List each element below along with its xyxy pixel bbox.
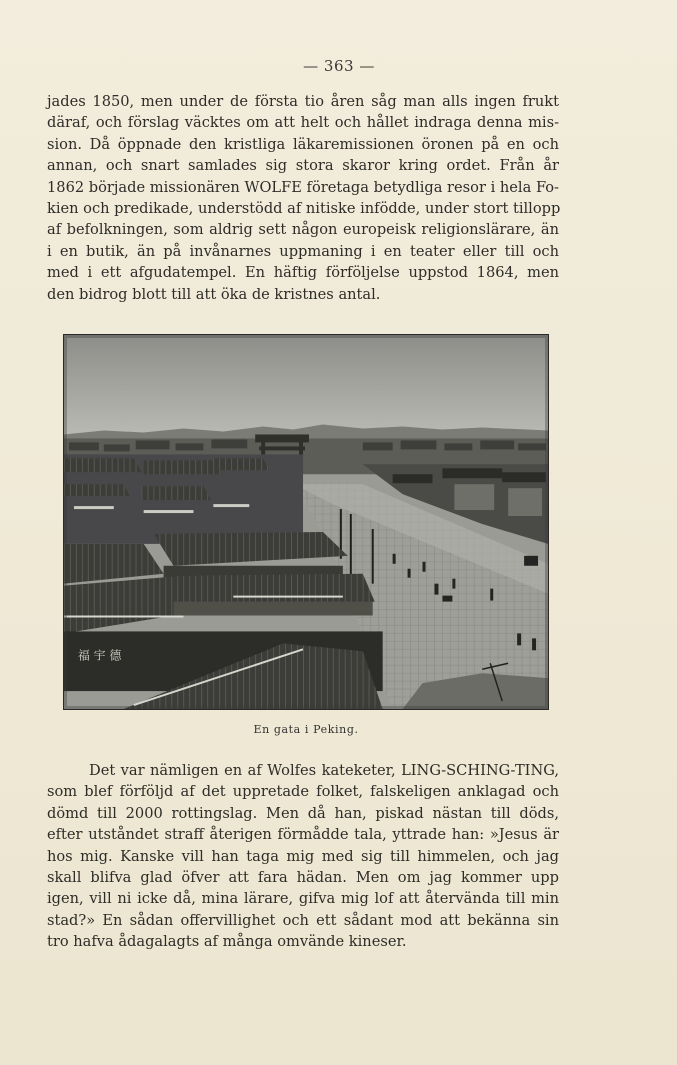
text-line: af befolkningen, som aldrig sett någon europeisk religionslärare, än	[47, 221, 559, 239]
shop-sign-text: 福 宇 德	[77, 648, 122, 663]
text-line: jades 1850, men under de första tio åren såg man alls ingen frukt	[47, 93, 559, 110]
page-number: — 363 —	[303, 57, 375, 75]
text-line: skall blifva glad öfver att fara hädan. Men om jag kommer upp	[47, 869, 559, 887]
figure-caption: En gata i Peking.	[253, 723, 359, 736]
street-photograph	[63, 334, 549, 710]
text-line: hos mig. Kanske vill han taga mig med sig till himmelen, och jag	[47, 847, 559, 865]
text-line: 1862 började missionären WOLFE företaga betydliga resor i hela Fo-	[47, 178, 559, 196]
paragraph-1	[47, 91, 559, 305]
paragraph-2	[47, 760, 559, 953]
text-line: Det var nämligen en af Wolfes kateketer, LING-SCHING-TING,	[89, 762, 559, 779]
text-line: som blef förföljd af det uppretade folket, falskeligen anklagad och	[47, 783, 559, 801]
text-line: dömd till 2000 rottingslag. Men då han, piskad nästan till döds,	[47, 804, 559, 822]
text-line: tro hafva ådagalagts af många omvände kineser.	[47, 933, 407, 951]
text-line: stad?» En sådan offervillighet och ett sådant mod att bekänna sin	[47, 911, 559, 929]
text-line: däraf, och förslag väcktes om att helt och hållet indraga denna mis-	[47, 114, 559, 132]
text-line: kien och predikade, understödd af nitiske infödde, under stort tillopp	[47, 200, 561, 218]
text-line: efter utståndet straff återigen förmådde tala, yttrade han: »Jesus är	[47, 826, 559, 844]
street-photograph-illustration	[64, 335, 548, 709]
text-line: med i ett afgudatempel. En häftig förföljelse uppstod 1864, men	[47, 264, 559, 282]
text-line: den bidrog blott till att öka de kristnes antal.	[47, 285, 381, 303]
text-line: annan, och snart samlades sig stora skaror kring ordet. Från år	[47, 157, 559, 175]
text-line: i en butik, än på invånarnes uppmaning i en teater eller till och	[47, 242, 559, 260]
text-line: igen, vill ni icke då, mina lärare, gifva mig lof att återvända till min	[47, 890, 559, 908]
text-line: sion. Då öppnade den kristliga läkaremissionen öronen på en och	[47, 135, 559, 153]
